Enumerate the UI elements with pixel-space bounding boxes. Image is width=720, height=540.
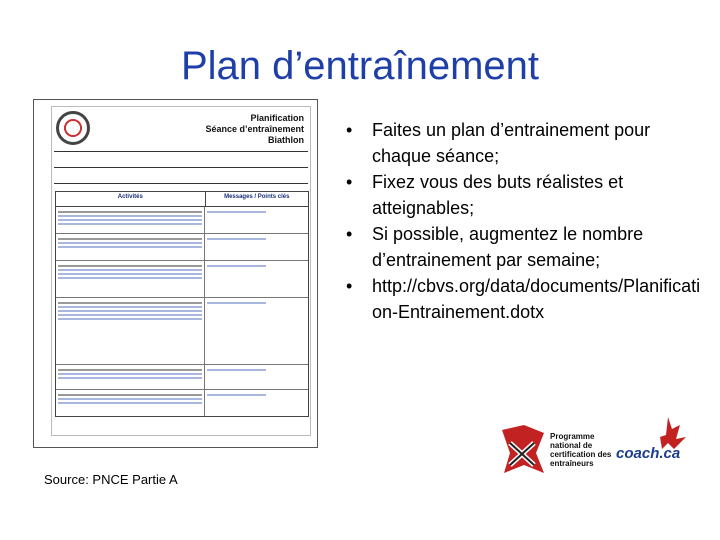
bullet-item[interactable] xyxy=(346,273,702,325)
pnce-line: entraîneurs xyxy=(550,459,594,468)
document-preview xyxy=(33,99,318,448)
document-heading xyxy=(205,113,304,146)
document-page xyxy=(51,106,311,436)
coach-logo-label: coach.ca xyxy=(616,445,681,462)
column-header: Activités xyxy=(56,192,206,206)
table-row xyxy=(56,234,308,261)
bullet-glyph: • xyxy=(346,120,353,140)
bullet-glyph: • xyxy=(346,172,353,192)
table-row xyxy=(56,390,308,416)
source-caption: Source: PNCE Partie A xyxy=(44,472,178,487)
bullet-item xyxy=(346,169,702,221)
pnce-line: certification des xyxy=(550,450,612,459)
bullet-text: Si possible, augmentez le nombre d’entrainement par semaine; xyxy=(372,224,644,270)
document-heading-line: Séance d’entraînement xyxy=(205,124,304,134)
column-header: Messages / Points clés xyxy=(224,194,290,200)
document-table xyxy=(55,191,309,417)
pnce-line: national de xyxy=(550,441,593,450)
document-heading-line: Planification xyxy=(250,113,304,123)
divider xyxy=(54,183,308,184)
bullet-item xyxy=(346,117,702,169)
table-header xyxy=(56,192,308,207)
bullet-text: Fixez vous des buts réalistes et atteignables; xyxy=(372,172,624,218)
table-row xyxy=(56,207,308,234)
table-row xyxy=(56,261,308,298)
divider xyxy=(54,167,308,168)
pnce-line: Programme xyxy=(550,432,595,441)
bullet-glyph: • xyxy=(346,224,353,244)
pnce-logo-text xyxy=(550,432,611,468)
slide-title: Plan d’entraînement xyxy=(180,44,539,88)
bullet-glyph: • xyxy=(346,276,353,296)
biathlon-logo-icon xyxy=(56,111,90,145)
coach-logo-text xyxy=(616,445,680,462)
bullet-item xyxy=(346,221,702,273)
bullet-list xyxy=(346,117,702,325)
document-heading-line: Biathlon xyxy=(268,135,304,145)
divider xyxy=(54,151,308,152)
bullet-link[interactable]: http://cbvs.org/data/documents/Planification-Entrainement.dotx xyxy=(372,276,701,322)
bullet-text: Faites un plan d’entrainement pour chaque séance; xyxy=(372,120,651,166)
table-row xyxy=(56,365,308,390)
table-row xyxy=(56,298,308,365)
